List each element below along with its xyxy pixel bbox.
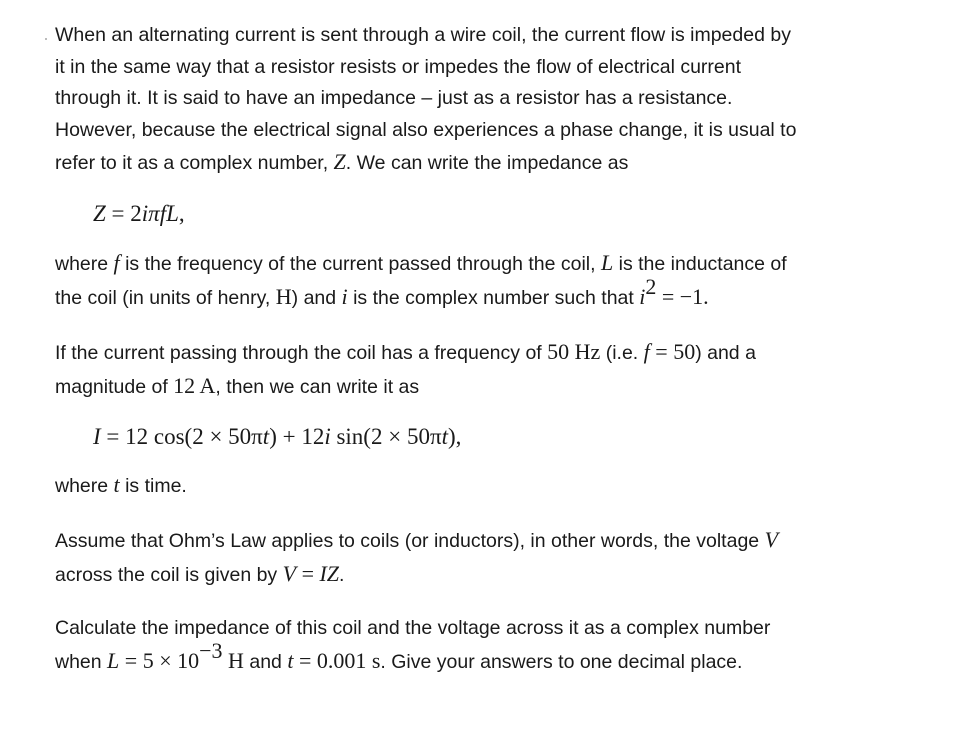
symbol-f: f <box>113 250 120 275</box>
amplitude-value: 12 A <box>173 372 216 398</box>
inductance-mantissa: = 5 × 10 <box>119 647 200 673</box>
p4-text-a: where <box>55 474 109 497</box>
eq1-tail: , <box>178 200 185 226</box>
symbol-i: i <box>341 283 348 309</box>
intro-line-1: When an alternating current is sent through a wire coil, the current flow is impeded by <box>55 24 791 46</box>
unit-henry-2: H <box>222 647 244 673</box>
impedance-symbol: Z <box>333 149 346 174</box>
exponent-2: 2 <box>645 274 657 299</box>
symbol-t-2: t <box>287 647 294 673</box>
p6-text-e: and <box>249 650 282 673</box>
eq2-part-d: ), <box>447 424 462 449</box>
eq1-rhs: iπfL <box>141 200 179 226</box>
symbol-L: L <box>600 250 614 275</box>
impedance-equation <box>55 198 875 230</box>
p3-text-e: magnitude of <box>55 375 168 398</box>
p2-text-g: is the complex number such that <box>353 286 634 309</box>
symbol-f-2: f <box>643 339 650 364</box>
eq1-equals: = 2 <box>105 200 142 226</box>
paragraph-time <box>55 469 875 503</box>
paragraph-task <box>55 613 875 678</box>
symbol-L-2: L <box>107 647 120 673</box>
time-value: = 0.001 s <box>293 647 381 673</box>
intro-line-3: through it. It is said to have an impedance – just as a resistor has a resistance. <box>55 87 733 109</box>
decorative-dot <box>45 38 47 40</box>
intro-line-5-tail: . We can write the impedance as <box>345 152 629 174</box>
paragraph-intro <box>55 20 875 180</box>
p3-text-g: , then we can write it as <box>215 375 420 398</box>
intro-line-2: it in the same way that a resistor resists or impedes the flow of electrical current <box>55 55 742 78</box>
current-equation <box>55 421 875 453</box>
intro-line-4: However, because the electrical signal also experiences a phase change, it is usual to <box>55 118 797 141</box>
eq2-t1: t <box>262 424 270 449</box>
p6-text-b: when <box>55 650 102 673</box>
eq2-I: I <box>93 424 101 449</box>
eq2-part-a: = 12 cos(2 × 50π <box>100 424 263 449</box>
eq2-part-c: sin(2 × 50π <box>330 424 442 449</box>
p2-text-e: ) and <box>291 286 337 309</box>
inductance-exponent: −3 <box>199 638 223 663</box>
p2-text-c: is the inductance of <box>618 253 787 275</box>
eq2-t2: t <box>441 424 448 449</box>
p5-period: . <box>339 563 345 586</box>
p6-text-h: . Give your answers to one decimal place. <box>380 650 743 673</box>
paragraph-current <box>55 336 875 403</box>
eq2-i: i <box>324 424 331 449</box>
paragraph-ohms-law <box>55 524 875 591</box>
intro-line-5: refer to it as a complex number, <box>55 152 329 174</box>
p6-text-a: Calculate the impedance of this coil and the voltage across it as a complex number <box>55 617 771 639</box>
p5-text-a: Assume that Ohm’s Law applies to coils (or inductors), in other words, the voltage <box>55 530 760 552</box>
paragraph-definitions <box>55 247 875 314</box>
eq1-lhs: Z <box>93 200 106 226</box>
p5-equals: = <box>296 560 320 586</box>
symbol-i-squared: i <box>639 283 646 309</box>
p2-equals-minus-one: = −1. <box>656 283 709 309</box>
unit-henry: H <box>275 283 292 309</box>
p2-text-a: where <box>55 253 109 275</box>
symbol-IZ: IZ <box>319 560 340 586</box>
p3-text-b: (i.e. <box>600 342 639 364</box>
p3-text-a: If the current passing through the coil has a frequency of <box>55 342 542 364</box>
frequency-value: 50 Hz <box>547 339 601 364</box>
p5-text-b: across the coil is given by <box>55 563 278 586</box>
eq2-part-b: ) + 12 <box>269 424 325 449</box>
symbol-V-2: V <box>282 560 297 586</box>
symbol-V: V <box>764 527 779 552</box>
p4-text-b: is time. <box>125 474 187 497</box>
p2-text-b: is the frequency of the current passed through the coil, <box>125 253 596 275</box>
problem-text <box>55 20 875 678</box>
symbol-t: t <box>113 471 120 497</box>
f-equals-50: = 50 <box>649 339 696 364</box>
p2-text-d: the coil (in units of henry, <box>55 286 271 309</box>
p3-text-d: ) and a <box>695 342 756 364</box>
